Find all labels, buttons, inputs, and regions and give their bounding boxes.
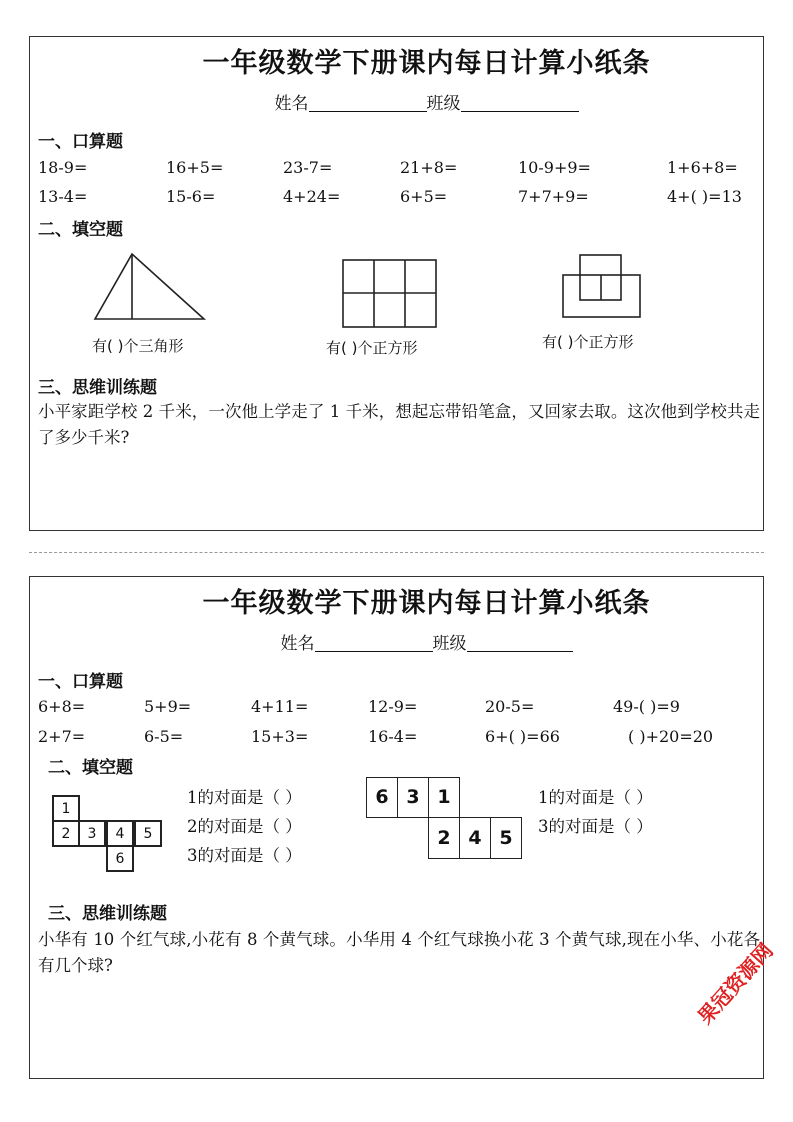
calc-item: 15-6= (166, 187, 216, 206)
calc-item: 6+8= (38, 697, 86, 716)
section-oral-calculation: 一、口算题 (38, 672, 123, 692)
net-cell: 6 (106, 845, 134, 872)
section-fill-blank: 二、填空题 (38, 220, 123, 240)
section-thinking-training: 三、思维训练题 (48, 904, 167, 924)
name-blank[interactable] (309, 93, 427, 112)
triangle-figure (94, 253, 206, 321)
class-label: 班级 (426, 94, 461, 114)
net2-question-1: 1的对面是（ ） (538, 788, 653, 807)
calc-item: ( )+20=20 (628, 727, 714, 746)
calc-item: 6-5= (144, 727, 184, 746)
calc-item: 5+9= (144, 697, 192, 716)
class-label: 班级 (432, 634, 467, 654)
calc-item: 10-9+9= (518, 158, 591, 177)
word-problem: 小平家距学校 2 千米，一次他上学走了 1 千米，想起忘带铅笔盒，又回家去取。这次他到学校共走了多少千米? (38, 402, 760, 447)
section-fill-blank: 二、填空题 (48, 758, 133, 778)
worksheet-title: 一年级数学下册课内每日计算小纸条 (202, 48, 651, 79)
calc-item: 20-5= (485, 697, 535, 716)
calc-item: 6+5= (400, 187, 448, 206)
calc-item: 1+6+8= (667, 158, 738, 177)
cut-line (29, 552, 764, 553)
net-cell: 6 (366, 777, 398, 818)
net-cell: 5 (490, 817, 522, 859)
calc-item: 16-4= (368, 727, 418, 746)
calc-item: 2+7= (38, 727, 86, 746)
worksheet-title: 一年级数学下册课内每日计算小纸条 (202, 588, 651, 619)
calc-item: 4+24= (283, 187, 341, 206)
square-count-label-1: 有( )个正方形 (326, 339, 418, 357)
calc-item: 21+8= (400, 158, 458, 177)
worksheet-card-2 (29, 576, 764, 1079)
calc-item: 18-9= (38, 158, 88, 177)
worksheet-card-1 (29, 36, 764, 531)
square-count-label-2: 有( )个正方形 (542, 333, 634, 351)
class-blank[interactable] (461, 93, 579, 112)
calc-item: 13-4= (38, 187, 88, 206)
section-oral-calculation: 一、口算题 (38, 132, 123, 152)
calc-item: 4+11= (251, 697, 309, 716)
net-cell: 5 (134, 820, 162, 847)
net1-question-1: 1的对面是（ ） (187, 788, 302, 807)
net-cell: 2 (52, 820, 80, 847)
word-problem: 小华有 10 个红气球,小花有 8 个黄气球。小华用 4 个红气球换小花 3 个黄气球,现在小华、小花各有几个球? (38, 930, 760, 975)
name-blank[interactable] (315, 633, 433, 652)
net-cell: 2 (428, 817, 460, 859)
net-cell: 4 (459, 817, 491, 859)
net-cell: 1 (52, 795, 80, 822)
name-class-row (30, 89, 763, 114)
calc-item: 6+( )=66 (485, 727, 560, 746)
calc-item: 15+3= (251, 727, 309, 746)
triangle-count-label: 有( )个三角形 (92, 337, 184, 355)
net-cell: 3 (397, 777, 429, 818)
class-blank[interactable] (467, 633, 573, 652)
net-cell: 3 (78, 820, 106, 847)
net-cell: 1 (428, 777, 460, 818)
net-cell: 4 (106, 820, 134, 847)
watermark-stamp: 果冠资源网 (692, 938, 778, 1029)
square-grid-figure (342, 259, 438, 329)
name-class-row (30, 629, 763, 654)
section-thinking-training: 三、思维训练题 (38, 378, 157, 398)
calc-item: 12-9= (368, 697, 418, 716)
name-label: 姓名 (280, 634, 315, 654)
net2-question-2: 3的对面是（ ） (538, 817, 653, 836)
calc-item: 23-7= (283, 158, 333, 177)
net1-question-3: 3的对面是（ ） (187, 846, 302, 865)
calc-item: 4+( )=13 (667, 187, 742, 206)
calc-item: 7+7+9= (518, 187, 589, 206)
name-label: 姓名 (274, 94, 309, 114)
overlapping-squares-figure (562, 254, 642, 320)
calc-item: 49-( )=9 (613, 697, 680, 716)
net1-question-2: 2的对面是（ ） (187, 817, 302, 836)
calc-item: 16+5= (166, 158, 224, 177)
